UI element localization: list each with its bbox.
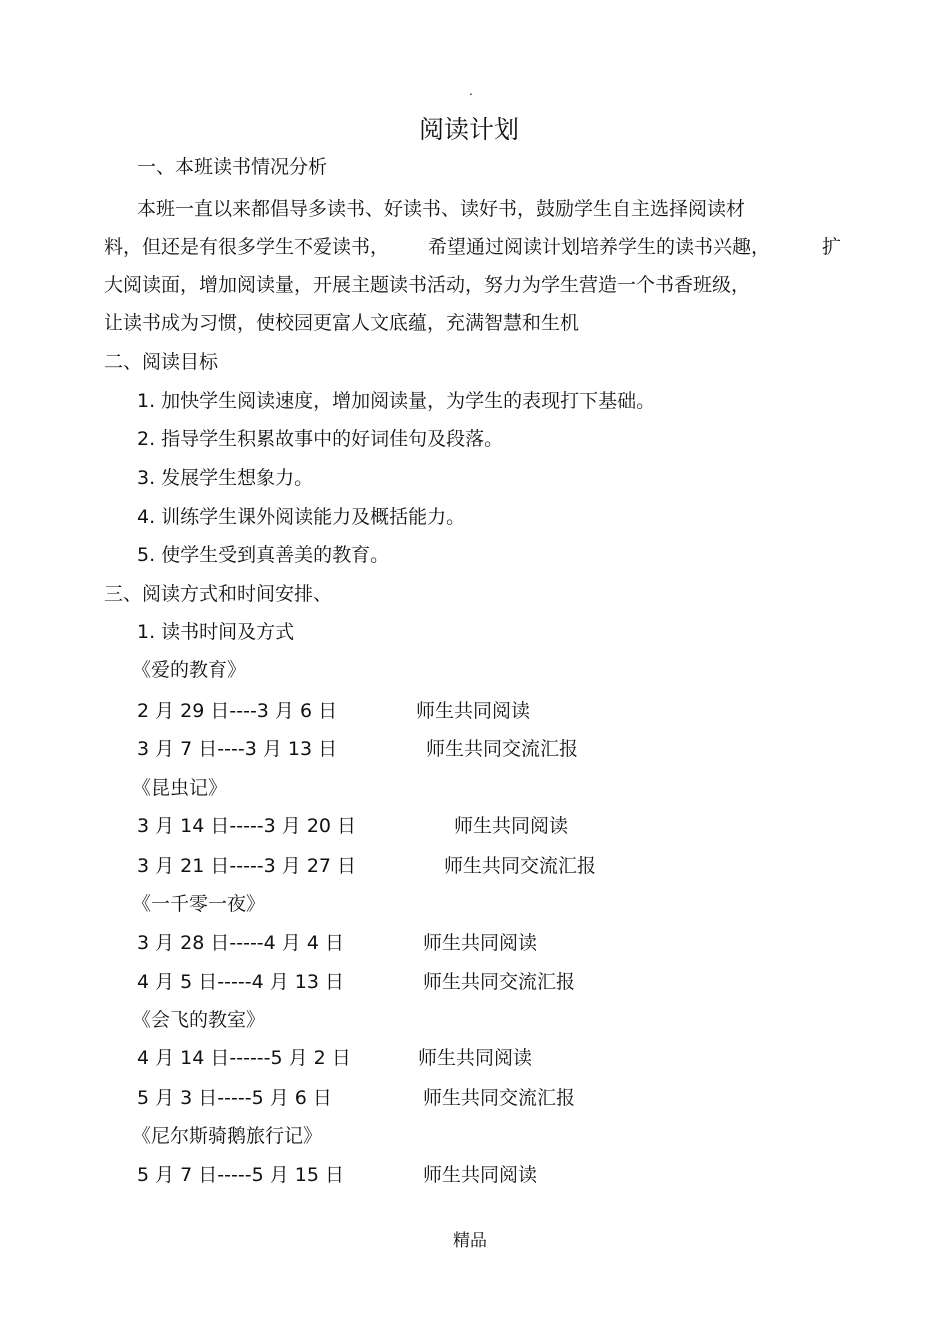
schedule-date: 2 月 29 日----3 月 6 日 xyxy=(137,700,338,722)
schedule-date: 3 月 14 日-----3 月 20 日 xyxy=(137,815,357,837)
page-footer: 精品 xyxy=(453,1231,487,1251)
schedule-activity: 师生共同阅读 xyxy=(416,700,531,722)
schedule-activity: 师生共同交流汇报 xyxy=(423,1087,576,1109)
section2-heading: 二、阅读目标 xyxy=(104,351,219,373)
header-dot: . xyxy=(469,84,473,98)
book-title: 《一千零一夜》 xyxy=(132,893,266,915)
goal-item: 1. 加快学生阅读速度，增加阅读量，为学生的表现打下基础。 xyxy=(137,390,656,412)
schedule-date: 4 月 5 日-----4 月 13 日 xyxy=(137,971,344,993)
book-title: 《爱的教育》 xyxy=(132,659,247,681)
section1-para-line3: 大阅读面，增加阅读量，开展主题读书活动，努力为学生营造一个书香班级， xyxy=(104,274,751,296)
section1-para-line2c: 扩 xyxy=(822,236,842,258)
section3-subheading: 1. 读书时间及方式 xyxy=(137,621,295,643)
schedule-activity: 师生共同阅读 xyxy=(418,1047,533,1069)
schedule-activity: 师生共同阅读 xyxy=(423,1164,538,1186)
goal-item: 4. 训练学生课外阅读能力及概括能力。 xyxy=(137,506,466,528)
book-title: 《会飞的教室》 xyxy=(132,1009,266,1031)
schedule-activity: 师生共同交流汇报 xyxy=(426,738,579,760)
section1-heading: 一、本班读书情况分析 xyxy=(137,156,328,178)
schedule-date: 5 月 7 日-----5 月 15 日 xyxy=(137,1164,344,1186)
schedule-date: 3 月 28 日-----4 月 4 日 xyxy=(137,932,344,954)
goal-item: 2. 指导学生积累故事中的好词佳句及段落。 xyxy=(137,428,504,450)
schedule-date: 3 月 7 日----3 月 13 日 xyxy=(137,738,338,760)
page-title: 阅读计划 xyxy=(418,115,519,144)
section1-para-line2a: 料，但还是有很多学生不爱读书， xyxy=(104,236,390,258)
schedule-date: 3 月 21 日-----3 月 27 日 xyxy=(137,855,357,877)
section3-heading: 三、阅读方式和时间安排、 xyxy=(104,583,333,605)
section1-para-line2b: 希望通过阅读计划培养学生的读书兴趣， xyxy=(428,236,771,258)
schedule-activity: 师生共同阅读 xyxy=(454,815,569,837)
book-title: 《昆虫记》 xyxy=(132,777,228,799)
schedule-date: 5 月 3 日-----5 月 6 日 xyxy=(137,1087,332,1109)
book-title: 《尼尔斯骑鹅旅行记》 xyxy=(132,1125,323,1147)
section1-para-line4: 让读书成为习惯，使校园更富人文底蕴，充满智慧和生机 xyxy=(104,312,580,334)
goal-item: 3. 发展学生想象力。 xyxy=(137,467,314,489)
schedule-date: 4 月 14 日------5 月 2 日 xyxy=(137,1047,351,1069)
goal-item: 5. 使学生受到真善美的教育。 xyxy=(137,544,390,566)
schedule-activity: 师生共同阅读 xyxy=(423,932,538,954)
schedule-activity: 师生共同交流汇报 xyxy=(423,971,576,993)
section1-para-line1: 本班一直以来都倡导多读书、好读书、读好书，鼓励学生自主选择阅读材 xyxy=(137,198,746,220)
schedule-activity: 师生共同交流汇报 xyxy=(444,855,597,877)
